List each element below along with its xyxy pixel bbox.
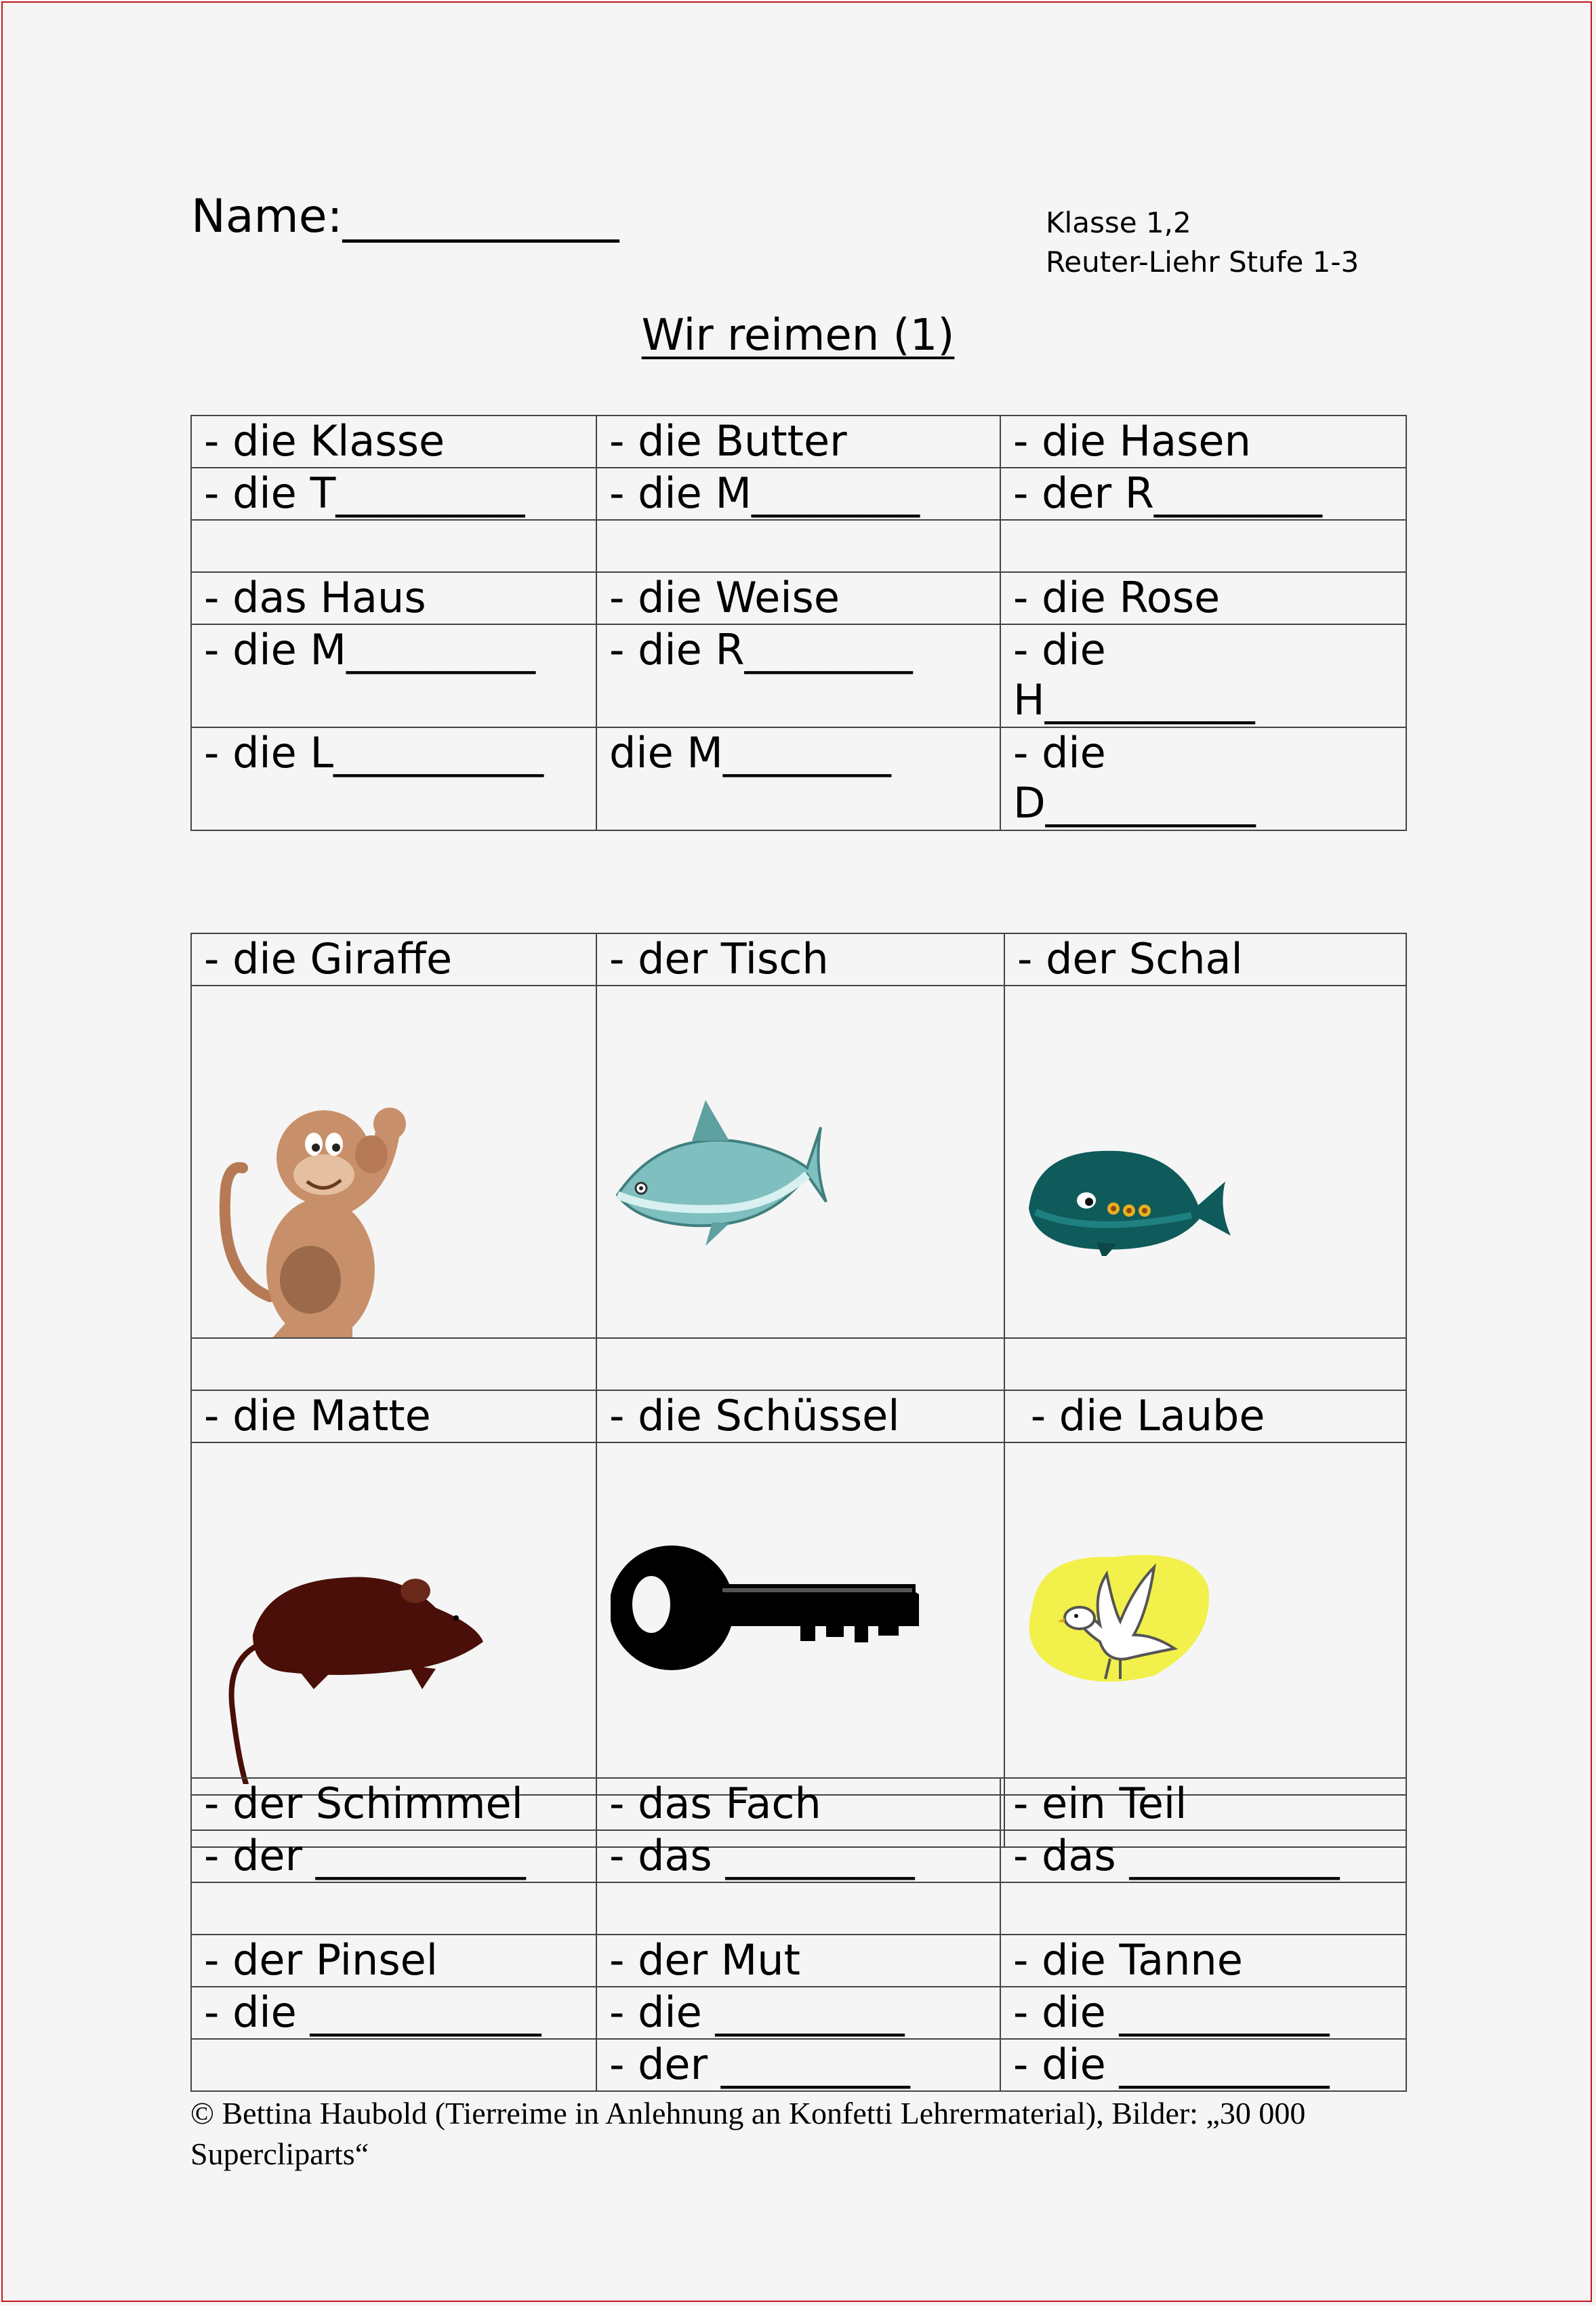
picture-table <box>190 933 1407 1848</box>
table-cell: - der Pinsel <box>191 1935 596 1987</box>
picture-cell <box>1004 1442 1406 1795</box>
table-cell: - die Rose <box>1000 572 1406 624</box>
empty-cell <box>191 520 596 572</box>
table-cell: - die Hasen <box>1000 416 1406 468</box>
table-cell: - die Schüssel <box>596 1390 1004 1442</box>
table-cell: - der Tisch <box>596 933 1004 986</box>
table-cell: - die Laube <box>1004 1390 1406 1442</box>
empty-cell <box>1000 1882 1406 1935</box>
empty-cell <box>596 1338 1004 1390</box>
empty-cell <box>1000 520 1406 572</box>
empty-cell <box>596 1882 1000 1935</box>
name-field-label: Name:____________ <box>191 190 619 243</box>
answer-cell[interactable]: - der _________ <box>596 2039 1000 2091</box>
table-cell: - die Klasse <box>191 416 596 468</box>
empty-cell <box>1004 1338 1406 1390</box>
monkey-icon <box>205 1100 429 1338</box>
empty-cell <box>191 1882 596 1935</box>
picture-cell <box>1004 986 1406 1338</box>
dove-icon <box>1019 1547 1222 1689</box>
worksheet-title <box>0 308 1596 363</box>
whale-icon <box>1022 1141 1239 1256</box>
rhyme-table-2 <box>190 1777 1407 2092</box>
picture-cell <box>596 986 1004 1338</box>
table-cell: - die Matte <box>191 1390 596 1442</box>
answer-cell[interactable]: - die H__________ <box>1000 624 1406 727</box>
grade-info <box>1046 203 1359 282</box>
table-cell: - der Mut <box>596 1935 1000 1987</box>
empty-cell <box>191 2039 596 2091</box>
copyright-footer: © Bettina Haubold (Tierreime in Anlehnung an Konfetti Lehrermaterial), Bilder: „30 000 Supercliparts“ <box>190 2096 1306 2171</box>
table-cell: - das Haus <box>191 572 596 624</box>
answer-cell[interactable]: die M________ <box>596 727 1000 830</box>
answer-cell[interactable]: - die L__________ <box>191 727 596 830</box>
answer-cell[interactable]: - das __________ <box>1000 1830 1406 1882</box>
picture-cell <box>596 1442 1004 1795</box>
answer-cell[interactable]: - die M_________ <box>191 624 596 727</box>
fish-icon <box>611 1093 827 1249</box>
rat-icon <box>212 1560 497 1784</box>
level-label: Reuter-Liehr Stufe 1-3 <box>1046 245 1359 279</box>
picture-cell <box>191 986 596 1338</box>
answer-cell[interactable]: - die M________ <box>596 468 1000 520</box>
answer-cell[interactable]: - der R________ <box>1000 468 1406 520</box>
table-cell: - der Schal <box>1004 933 1406 986</box>
answer-cell[interactable]: - die R________ <box>596 624 1000 727</box>
answer-cell[interactable]: - die T_________ <box>191 468 596 520</box>
rhyme-table-1 <box>190 415 1407 831</box>
answer-cell[interactable]: - die __________ <box>1000 2039 1406 2091</box>
table-cell: - der Schimmel <box>191 1778 596 1830</box>
answer-cell[interactable]: - der __________ <box>191 1830 596 1882</box>
worksheet-title-text: Wir reimen (1) <box>641 310 955 361</box>
table-cell: - die Butter <box>596 416 1000 468</box>
table-cell: - die Giraffe <box>191 933 596 986</box>
table-cell: - das Fach <box>596 1778 1000 1830</box>
answer-cell[interactable]: - die D__________ <box>1000 727 1406 830</box>
answer-cell[interactable]: - die __________ <box>1000 1987 1406 2039</box>
empty-cell <box>191 1338 596 1390</box>
table-cell: - die Weise <box>596 572 1000 624</box>
table-cell: - die Tanne <box>1000 1935 1406 1987</box>
answer-cell[interactable]: - die _________ <box>596 1987 1000 2039</box>
empty-cell <box>596 520 1000 572</box>
key-icon <box>611 1543 922 1679</box>
table-cell: - ein Teil <box>1000 1778 1406 1830</box>
picture-cell <box>191 1442 596 1795</box>
answer-cell[interactable]: - die ___________ <box>191 1987 596 2039</box>
answer-cell[interactable]: - das _________ <box>596 1830 1000 1882</box>
grade-label: Klasse 1,2 <box>1046 206 1191 239</box>
